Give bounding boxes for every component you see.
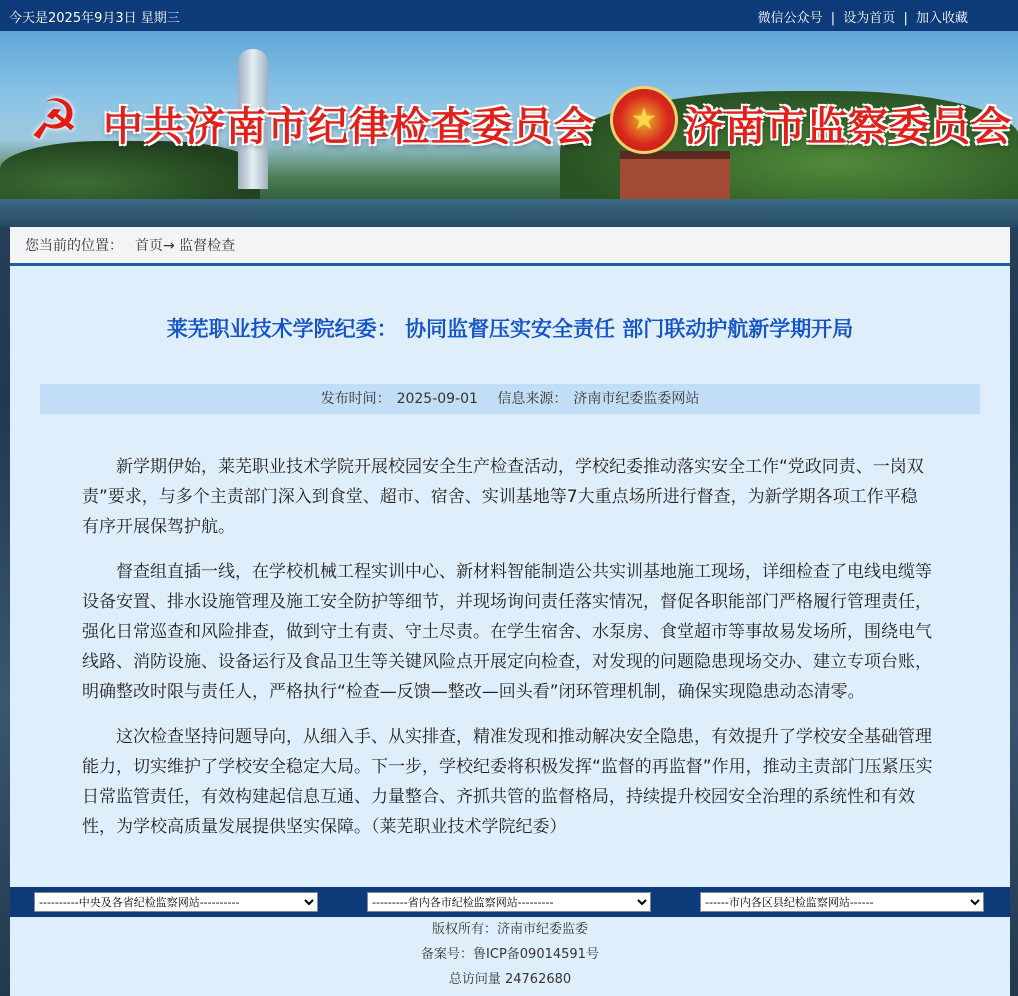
wechat-link[interactable]: 微信公众号 <box>757 11 823 26</box>
lake-water <box>0 199 1018 227</box>
article-meta <box>40 384 980 414</box>
copyright: 版权所有：济南市纪委监委 <box>431 922 588 937</box>
separator: | <box>903 11 908 26</box>
footer <box>10 917 1010 996</box>
city-sites-select[interactable] <box>367 892 651 912</box>
article-body <box>82 452 934 857</box>
paragraph: 这次检查坚持问题导向，从细入手、从实排查，精准发现和推动解决安全隐患，有效提升了学校安全基础管理能力，切实维护了学校安全稳定大局。下一步，学校纪委将积极发挥“监督的再监督”作用，推动主责部门压紧压实日常监管责任，有效构建起信息互通、力量整合、齐抓共管的监督格局，持续提升校园安全治理的系统性和有效性，为学校高质量发展提供坚实保障。（莱芜职业技术学院纪委） <box>82 727 933 837</box>
separator: | <box>830 11 836 26</box>
publish-date: 2025-09-01 <box>396 391 478 407</box>
source-name: 济南市纪委监委网站 <box>573 391 700 407</box>
link-select-bar <box>10 887 1010 917</box>
article-title: 莱芜职业技术学院纪委： 协同监督压实安全责任 部门联动护航新学期开局 <box>166 317 854 341</box>
top-bar <box>0 0 1018 31</box>
national-emblem-icon: ★ <box>610 86 678 154</box>
current-date: 今天是2025年9月3日 星期三 <box>9 11 180 26</box>
set-homepage-link[interactable]: 设为首页 <box>843 11 896 26</box>
icp-number[interactable]: 备案号：鲁ICP备09014591号 <box>421 947 599 962</box>
source-label: 信息来源： <box>497 391 568 407</box>
visit-counter <box>10 967 1010 992</box>
top-links <box>758 7 968 26</box>
publish-label: 发布时间： <box>320 391 391 407</box>
paragraph: 督查组直插一线，在学校机械工程实训中心、新材料智能制造公共实训基地施工现场，详细检查了电线电缆等设备安置、排水设施管理及施工安全防护等细节，并现场询问责任落实情况，督促各职能部门严格履行管理责任，强化日常巡查和风险排查，做到守土有责、守土尽责。在学生宿舍、水泵房、食堂超市等事故易发场所，围绕电气线路、消防设施、设备运行及食品卫生等关键风险点开展定向检查，对发现的问题隐患现场交办、建立专项台账，明确整改时限与责任人，严格执行“检查—反馈—整改—回头看”闭环管理机制，确保实现隐患动态清零。 <box>82 562 932 702</box>
header-banner <box>0 31 1018 227</box>
breadcrumb-path[interactable]: 首页→ 监督检查 <box>135 238 236 254</box>
add-favorite-link[interactable]: 加入收藏 <box>915 11 968 26</box>
breadcrumb-label: 您当前的位置： <box>25 238 123 254</box>
visits-label: 总访问量 <box>448 972 501 987</box>
paragraph: 新学期伊始，莱芜职业技术学院开展校园安全生产检查活动，学校纪委推动落实安全工作“党政同责、一岗双责”要求，与多个主责部门深入到食堂、超市、宿舍、实训基地等7大重点场所进行督查，为新学期各项工作平稳有序开展保驾护航。 <box>82 457 924 537</box>
banner-title-commission: 中共济南市纪律检查委员会 <box>103 103 595 150</box>
pavilion <box>620 151 730 205</box>
district-sites-select[interactable] <box>700 892 984 912</box>
breadcrumb <box>10 227 1010 266</box>
banner-title-supervision: 济南市监察委员会 <box>684 103 1012 150</box>
central-provincial-sites-select[interactable] <box>34 892 318 912</box>
main-content <box>10 227 1010 887</box>
visits-count: 24762680 <box>504 972 572 987</box>
hammer-sickle-icon: ☭ <box>28 88 80 153</box>
